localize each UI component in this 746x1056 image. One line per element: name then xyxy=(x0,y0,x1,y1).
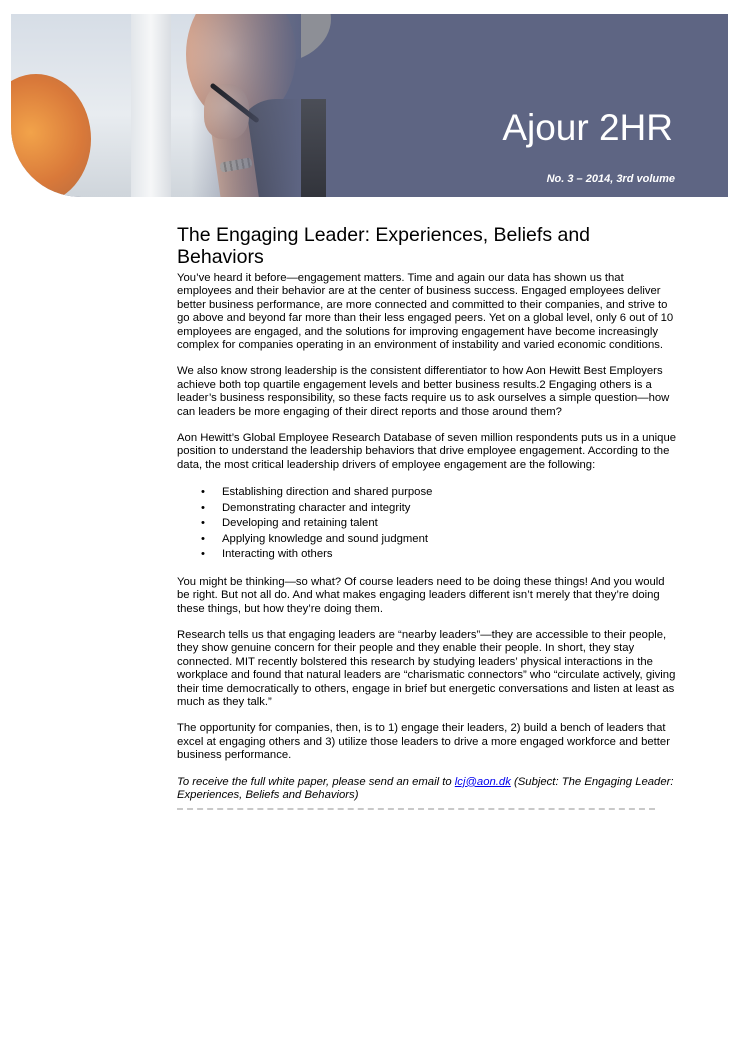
list-item: • Demonstrating character and integrity xyxy=(222,501,677,517)
closing-text-after: (Subject: The Engaging Leader: Experiences, Beliefs and Behaviors) xyxy=(177,775,674,802)
closing-text-before: To receive the full white paper, please send an email to xyxy=(177,775,455,788)
article-title: The Engaging Leader: Experiences, Beliefs and Behaviors xyxy=(177,224,591,268)
closing-note xyxy=(177,776,677,803)
paragraph: Aon Hewitt’s Global Employee Research Database of seven million respondents puts us in a unique position to understand the leadership behaviors that drive employee engagement. According to the data, the most critical leadership drivers of employee engagement are the following: xyxy=(177,432,677,471)
header-banner xyxy=(11,14,728,197)
paragraph: You’ve heard it before—engagement matters. Time and again our data has shown us that employees and their behavior are at the center of business success. Engaged employees deliver better business performance, are more connected and committed to their companies, and strive to go above and beyond far more than their less engaged peers. Yet on a global level, only 6 out of 10 employees are engaged, and the solutions for improving engagement have become increasingly complex for companies operating in an environment of instability and varied economic conditions. xyxy=(177,272,674,352)
issue-info: No. 3 – 2014, 3rd volume xyxy=(546,173,675,185)
newsletter-title: Ajour 2HR xyxy=(502,107,673,148)
list-item: • Interacting with others xyxy=(222,547,677,563)
photo-fade xyxy=(191,14,301,197)
email-link[interactable]: lcj@aon.dk xyxy=(454,775,511,788)
paragraph: The opportunity for companies, then, is to 1) engage their leaders, 2) build a bench of leaders that excel at engaging others and 3) utilize those leaders to drive a more engaged workforce and better business performance. xyxy=(177,722,670,762)
leadership-drivers-list xyxy=(177,485,677,563)
photo-orange-shape xyxy=(11,74,91,197)
photo-window-frame xyxy=(131,14,171,197)
paragraph: Research tells us that engaging leaders are “nearby leaders”—they are accessible to their people, they show genuine concern for their people and they enable their people. In short, they stay connected. MIT recently bolstered this research by studying leaders’ physical interactions in the workplace and found that natural leaders are “charismatic connectors” who “circulate actively, giving their time democratically to others, engage in brief but energetic conversations and listen at least as much as they talk.” xyxy=(177,629,676,709)
dashed-divider xyxy=(177,808,655,810)
paragraph: You might be thinking—so what? Of course leaders need to be doing these things! And you would be right. But not all do. And what makes engaging leaders different isn’t merely that they’re doing these things, but how they’re doing them. xyxy=(177,575,665,615)
paragraph: We also know strong leadership is the consistent differentiator to how Aon Hewitt Best Employers achieve both top quartile engagement levels and better business results.2 Engaging others is a leader’s business responsibility, so these facts require us to ask ourselves a simple question—how can leaders be more engaging of their direct reports and those around them? xyxy=(177,365,670,418)
list-item: • Applying knowledge and sound judgment xyxy=(222,532,677,548)
article xyxy=(177,224,677,810)
list-item: • Establishing direction and shared purpose xyxy=(222,485,677,501)
list-item: • Developing and retaining talent xyxy=(222,516,677,532)
